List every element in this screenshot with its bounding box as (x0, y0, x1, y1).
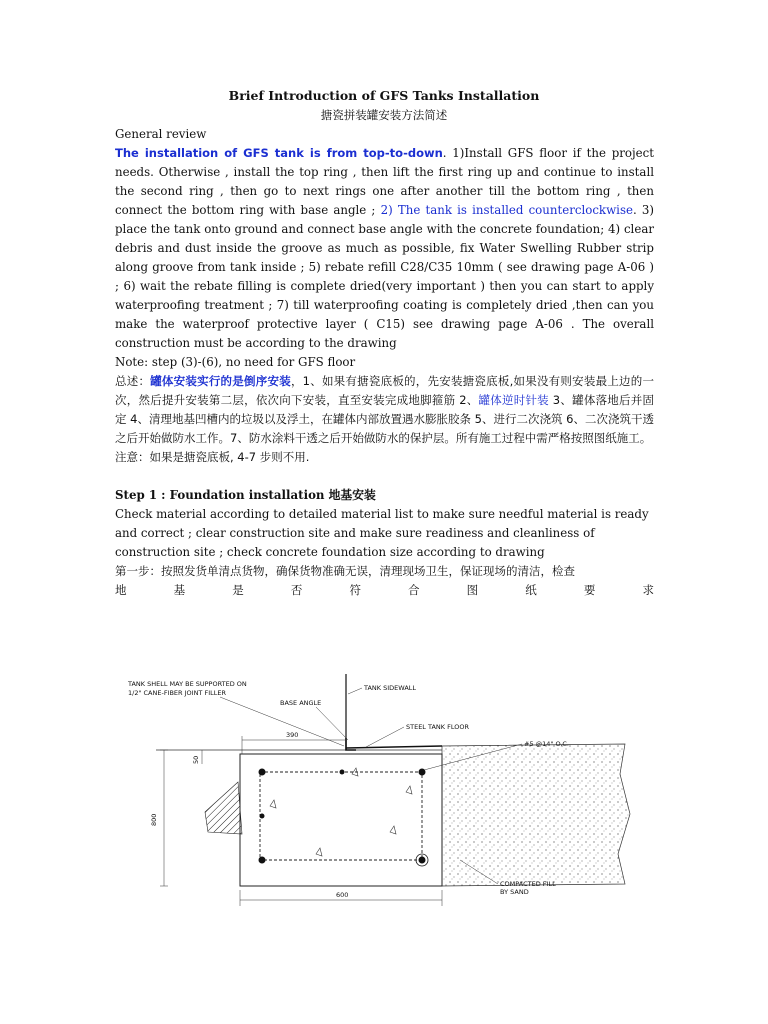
foundation-drawing (120, 664, 650, 920)
step1-chinese-spread-line (115, 581, 654, 600)
spread-char: 否 (290, 583, 303, 597)
label-compacted-fill: COMPACTED FILL (500, 880, 556, 888)
intro-highlight: The installation of GFS tank is from top-to-down (115, 146, 443, 160)
spread-char: 图 (466, 583, 479, 597)
dim-800: 800 (150, 813, 158, 826)
spread-char: 符 (349, 583, 361, 597)
document-body (115, 125, 654, 600)
dim-50: 50 (192, 755, 200, 764)
label-tank-sidewall: TANK SIDEWALL (364, 684, 417, 692)
spread-char: 求 (642, 583, 654, 597)
steel-tank-floor (346, 746, 442, 748)
spread-char: 基 (173, 583, 186, 597)
document-title-chinese: 搪瓷拼装罐安装方法简述 (320, 108, 448, 122)
chinese-summary (115, 372, 654, 448)
spread-char: 地 (115, 583, 127, 597)
spread-char: 要 (583, 583, 596, 597)
dim-600: 600 (336, 891, 349, 899)
label-by-sand: BY SAND (500, 888, 529, 896)
note-line: Note: step (3)-(6), no need for GFS floor (115, 355, 356, 369)
spread-char: 是 (232, 583, 244, 597)
document-title: Brief Introduction of GFS Tanks Installation (228, 88, 540, 103)
spread-char: 纸 (525, 583, 537, 597)
chinese-summary-text-1: ，1、如果有搪瓷底板的，先安装搪瓷底板,如果没有则安装最上边的一次，然后提升安装第二层，依次向下安装，直至安装完成地脚箍筋 2、 (115, 374, 655, 407)
chinese-note: 注意：如果是搪瓷底板, 4-7 步则不用. (115, 450, 310, 464)
chinese-summary-lead: 总述： (115, 374, 151, 388)
step1-heading: Step 1 : Foundation installation 地基安装 (115, 488, 376, 502)
label-rebar-spacing: #5 @14" O.C. (524, 740, 569, 748)
label-base-angle: BASE ANGLE (280, 699, 322, 707)
step1-text: Check material according to detailed material list to make sure needful material is ready and correct ; clear construction site and make sure readiness and cleanliness of construction site ; check concrete foundation size according to drawing (115, 507, 649, 559)
intro-paragraph (115, 144, 654, 353)
intro-text-2: . 3) place the tank onto ground and connect base angle with the concrete foundation; 4) clear debris and dust inside the groove as much as possible, fix Water Swelling Rubber strip along groove from tank inside ; 5) rebate refill C28/C35 10mm ( see drawing page A-06 ) ; 6) wait the rebate filling is complete dried(very important ) then you can start to apply waterproofing treatment ; 7) till waterproofing coating is completely dried ,then can you make the waterproof protective layer ( C15) see drawing page A-06 . The overall construction must be according to the drawing (115, 203, 655, 350)
compacted-fill-area (442, 744, 630, 886)
chinese-summary-text-2: 3、罐体落地后并固定 4、清理地基凹槽内的垃圾以及浮土，在罐体内部放置遇水膨胀胶条 5、进行二次浇筑 6、二次浇筑干透之后开始做防水工作。7、防水涂料干透之后开始做防水的保护层。所有施工过程中需严格按照图纸施工。 (115, 393, 655, 445)
label-steel-tank-floor: STEEL TANK FLOOR (406, 723, 469, 731)
spread-char: 合 (408, 583, 420, 597)
label-tank-shell: TANK SHELL MAY BE SUPPORTED ON (128, 680, 247, 688)
rebar-cage (260, 772, 422, 860)
chinese-summary-highlight: 罐体安装实行的是倒序安装 (150, 374, 291, 388)
intro-text-1: . 1)Install GFS floor if the project needs. Otherwise , install the top ring , then lift the first ring up and continue to install the second ring , then go to next rings one after another till the bottom ring , then connect the bottom ring with base angle ; (115, 146, 654, 217)
step1-chinese-text: 第一步：按照发货单清点货物，确保货物准确无误，清理现场卫生，保证现场的清洁，检查 (115, 564, 575, 578)
intro-highlight-2: 2) The tank is installed counterclockwise (380, 203, 633, 217)
label-joint-filler: 1/2" CANE-FIBER JOINT FILLER (128, 689, 226, 697)
general-review-heading: General review (115, 127, 207, 141)
dim-390: 390 (286, 731, 299, 739)
chinese-summary-highlight-2: 罐体逆时针装 (478, 393, 549, 407)
soil-hatch (205, 782, 242, 834)
